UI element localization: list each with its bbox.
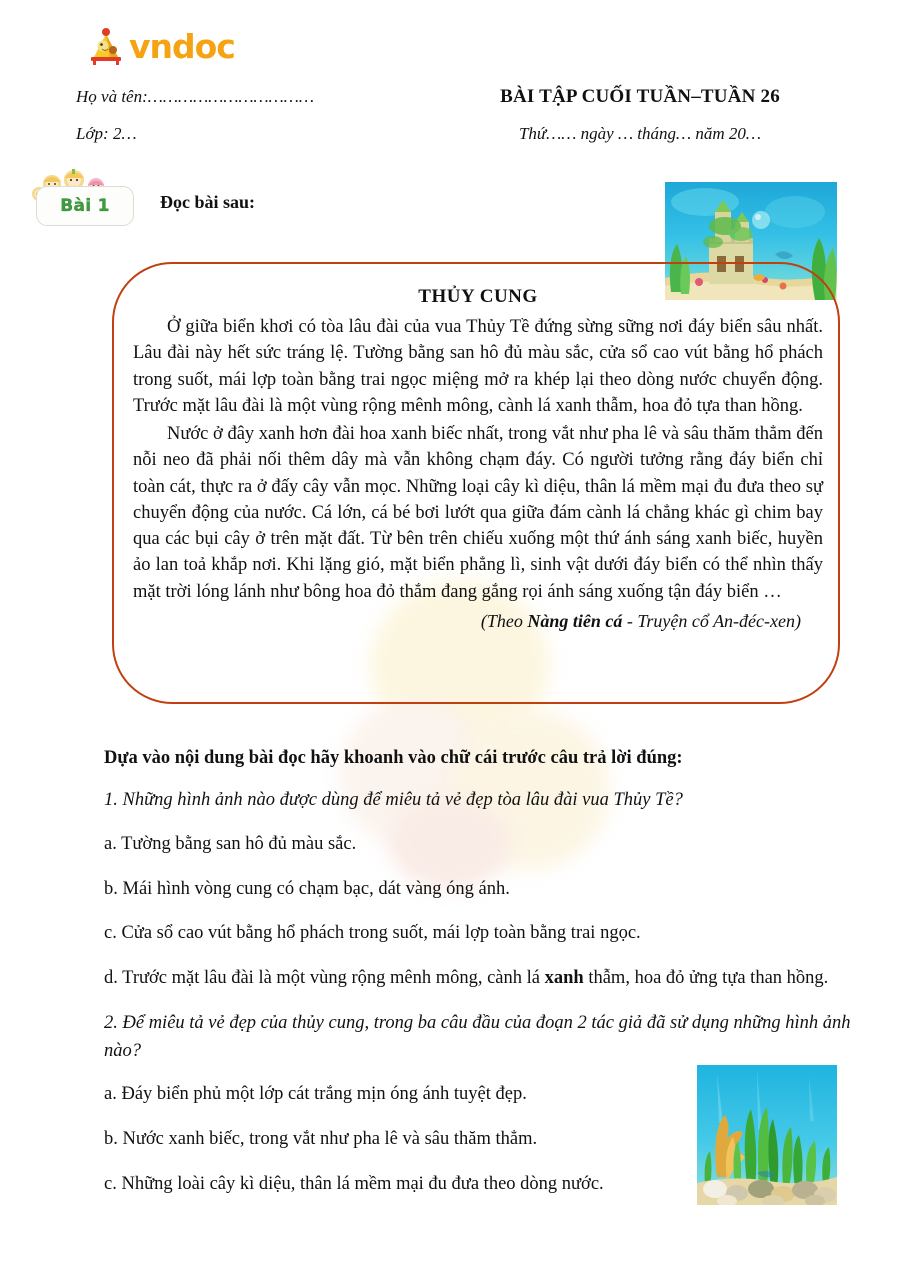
question-2-text: 2. Để miêu tả vẻ đẹp của thủy cung, trong ba câu đầu của đoạn 2 tác giả đã sử dụng những hình ảnh nào? [104,1012,851,1061]
question-1-option-c[interactable]: c. Cửa sổ cao vút bằng hổ phách trong suốt, mái lợp toàn bằng trai ngọc. [104,923,641,944]
question-1-text: 1. Những hình ảnh nào được dùng để miêu tả vẻ đẹp tòa lâu đài vua Thủy Tề? [104,790,683,810]
worksheet-header [0,86,900,144]
vndoc-logo[interactable] [88,26,235,66]
question-1-option-d[interactable] [104,965,844,993]
student-class-field[interactable]: Lớp: 2… [76,124,137,143]
passage-paragraph-2: Nước ở đây xanh hơn đài hoa xanh biếc nhất, trong vắt như pha lê và sâu thăm thẳm đến nỗi neo đã phải nối thêm dây mà vẫn không chạm đáy. Có người tưởng rằng đáy biển chỉ toàn cát, thực ra ở đấy cây vẫn mọc. Những loại cây kì diệu, thân lá mềm mại đu đưa theo sự chuyển động của nước. Cá lớn, cá bé bơi lướt qua giữa đám cành lá chẳng khác gì chim bay qua các bụi cây ở trên mặt đất. Từ bên trên chiếu xuống một thứ ánh sáng xanh biếc, huyền ảo lan toả khắp nơi. Khi lặng gió, mặt biển phẳng lì, sinh vật dưới đáy biển có thể nhìn thấy mặt trời lóng lánh như bông hoa đỏ thắm đang gắng rọi ánh sáng xuống tận đáy biển … [133,424,823,602]
questions-section [104,748,856,1216]
passage-paragraph-1: Ở giữa biển khơi có tòa lâu đài của vua Thủy Tề đứng sừng sững nơi đáy biển sâu nhất. Lâu đài này hết sức tráng lệ. Tường bằng san hô đủ màu sắc, cửa sổ cao vút bằng hổ phách trong suốt, mái lợp toàn bằng trai ngọc miệng mở ra khép lại theo dòng nước chuyển động. Trước mặt lâu đài là một vùng rộng mênh mông, cành lá xanh thẫm, hoa đỏ tựa than hồng. [133,317,823,416]
questions-instruction: Dựa vào nội dung bài đọc hãy khoanh vào chữ cái trước câu trả lời đúng: [104,748,683,768]
option-d-bold: xanh [544,968,584,988]
student-name-field[interactable]: Họ và tên:…………………………… [76,87,315,106]
attribution-prefix: (Theo [480,610,528,631]
reading-passage [133,286,823,632]
exercise-badge-label: Bài 1 [60,196,110,216]
question-2-option-a[interactable]: a. Đáy biển phủ một lớp cát trắng mịn óng ánh tuyệt đẹp. [104,1084,527,1105]
question-2-option-b[interactable]: b. Nước xanh biếc, trong vắt như pha lê và sâu thăm thẳm. [104,1129,538,1149]
question-2-option-c[interactable]: c. Những loài cây kì diệu, thân lá mềm mại đu đưa theo dòng nước. [104,1173,604,1194]
passage-attribution [133,611,823,632]
question-1-option-a[interactable]: a. Tường bằng san hô đủ màu sắc. [104,833,357,854]
option-d-part2: thẫm, hoa đỏ ửng tựa than hồng. [583,968,829,988]
exercise-badge-card [36,186,134,226]
exam-title: BÀI TẬP CUỐI TUẦN–TUẦN 26 [500,86,780,107]
exercise-instruction: Đọc bài sau: [160,192,256,212]
passage-title: THỦY CUNG [418,286,538,307]
vndoc-wordmark: vndoc [129,26,235,66]
option-d-part1: d. Trước mặt lâu đài là một vùng rộng mênh mông, cành lá [104,968,545,988]
exercise-badge [30,168,138,230]
attribution-suffix: - Truyện cổ An-đéc-xen) [622,610,801,631]
attribution-title: Nàng tiên cá [527,610,623,631]
vndoc-mascot-icon [88,26,126,66]
question-1-option-b[interactable]: b. Mái hình vòng cung có chạm bạc, dát vàng óng ánh. [104,878,510,899]
date-field[interactable]: Thứ…… ngày … tháng… năm 20… [518,124,762,143]
